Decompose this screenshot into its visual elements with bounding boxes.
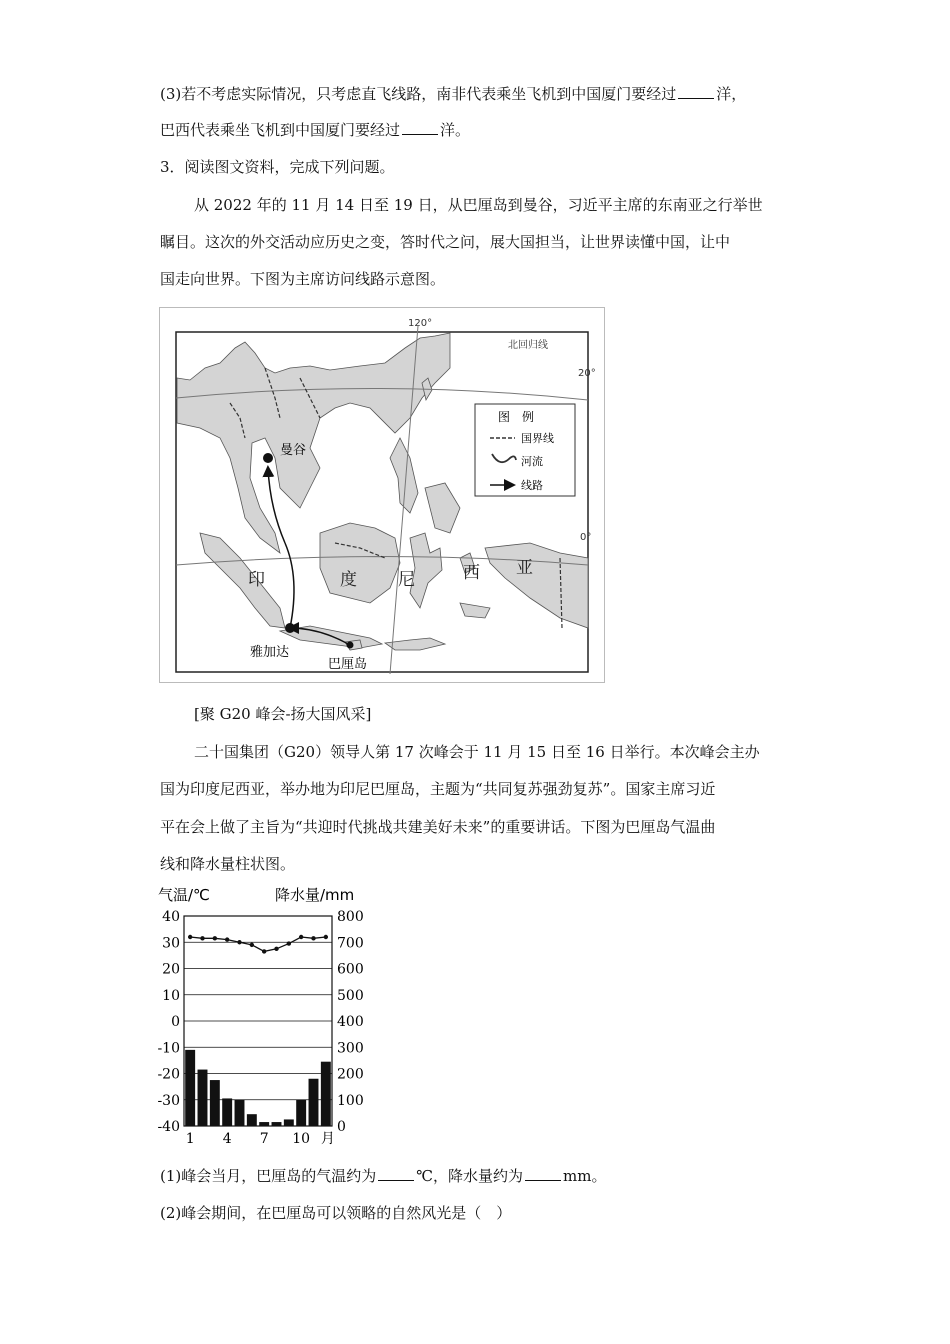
country-char: 印	[248, 570, 265, 590]
y-left-tick: 30	[162, 935, 180, 952]
temp-point	[299, 935, 303, 939]
y-right-tick: 300	[337, 1040, 364, 1057]
temp-point	[250, 943, 254, 947]
x-tick: 4	[222, 1131, 232, 1147]
sub-question2: (2)峰会期间，在巴厘岛可以领略的自然风光是（ ）	[160, 1204, 512, 1222]
precip-bar	[321, 1062, 331, 1126]
temp-point	[237, 940, 241, 944]
temp-point	[188, 935, 192, 939]
legend-border-label: 国界线	[521, 432, 554, 445]
precip-bar	[309, 1079, 319, 1126]
map-legend	[475, 404, 575, 496]
bali-marker	[347, 642, 354, 649]
q3-part3-text-c: 巴西代表乘坐飞机到中国厦门要经过	[160, 121, 401, 139]
precip-bar	[296, 1100, 306, 1126]
jakarta-marker	[285, 623, 295, 633]
temp-point	[287, 941, 291, 945]
y-right-tick: 400	[337, 1014, 364, 1030]
sub1-text-c: mm。	[563, 1167, 607, 1185]
q3-part3-line2	[160, 119, 470, 140]
q3-part3-text-a: (3)若不考虑实际情况，只考虑直飞线路，南非代表乘坐飞机到中国厦门要经过	[160, 85, 677, 103]
paragraph2-line2: 国为印度尼西亚，举办地为印尼巴厘岛，主题为“共同复苏强劲复苏”。国家主席习近	[160, 780, 716, 798]
y-left-tick: -20	[157, 1066, 180, 1083]
y-left-tick: -40	[157, 1119, 180, 1135]
y-right-tick: 0	[337, 1119, 346, 1135]
answer-blank[interactable]	[378, 1165, 414, 1181]
precip-bar	[247, 1114, 257, 1126]
precip-bar	[210, 1080, 220, 1126]
city-bali-label: 巴厘岛	[328, 657, 368, 672]
y-left-tick: 10	[162, 987, 180, 1004]
precip-bar	[235, 1100, 245, 1126]
temp-point	[262, 949, 266, 953]
precip-bar	[185, 1050, 195, 1126]
y-left-axis-title: 气温/℃	[158, 886, 210, 904]
bangkok-marker	[263, 453, 273, 463]
question3-header: 3．阅读图文资料，完成下列问题。	[160, 158, 395, 176]
y-right-tick: 100	[337, 1092, 364, 1109]
answer-blank[interactable]	[678, 83, 714, 99]
precip-bar	[284, 1119, 294, 1126]
temp-point	[200, 936, 204, 940]
precip-bar	[259, 1122, 269, 1126]
lon-120-label: 120°	[408, 318, 433, 329]
answer-blank[interactable]	[525, 1165, 561, 1181]
paragraph2-line4: 线和降水量柱状图。	[160, 855, 296, 873]
city-bangkok-label: 曼谷	[280, 443, 307, 458]
temp-point	[213, 936, 217, 940]
tropic-label: 北回归线	[508, 340, 548, 351]
country-char: 度	[340, 570, 357, 590]
x-tick: 1	[185, 1131, 195, 1147]
precip-bar	[198, 1070, 208, 1126]
x-tick: 10	[292, 1131, 311, 1147]
temp-point	[324, 935, 328, 939]
x-unit-label: 月	[320, 1131, 335, 1147]
y-left-tick: -10	[157, 1040, 180, 1057]
paragraph2-line3: 平在会上做了主旨为“共迎时代挑战共建美好未来”的重要讲话。下图为巴厘岛气温曲	[160, 818, 716, 836]
paragraph2-line1: 二十国集团（G20）领导人第 17 次峰会于 11 月 15 日至 16 日举行。本次峰会主办	[194, 743, 760, 761]
country-char: 尼	[398, 570, 415, 590]
y-right-tick: 200	[337, 1066, 364, 1083]
precip-bar	[222, 1098, 232, 1126]
q3-part3-line1	[160, 83, 746, 104]
q3-part3-text-b: 洋，	[716, 85, 747, 103]
answer-blank[interactable]	[402, 119, 438, 135]
temp-point	[225, 937, 229, 941]
section-title: [聚 G20 峰会-扬大国风采]	[194, 705, 372, 723]
q3-part3-text-d: 洋。	[440, 121, 471, 139]
legend-route-label: 线路	[521, 479, 543, 492]
temp-point	[311, 936, 315, 940]
y-right-axis-title: 降水量/mm	[275, 886, 355, 904]
country-char: 西	[463, 563, 480, 583]
climate-chart	[150, 880, 380, 1150]
temp-point	[274, 947, 278, 951]
legend-title: 图 例	[498, 410, 535, 424]
sub1-text-a: (1)峰会当月，巴厘岛的气温约为	[160, 1167, 377, 1185]
y-left-tick: 0	[171, 1014, 180, 1030]
city-jakarta-label: 雅加达	[250, 645, 290, 660]
y-left-tick: 40	[162, 909, 180, 925]
sub1-text-b: ℃，降水量约为	[416, 1167, 524, 1185]
y-left-tick: -30	[157, 1092, 180, 1109]
lat20-label: 20°	[578, 368, 596, 379]
route-map	[159, 307, 605, 683]
y-right-tick: 800	[337, 909, 364, 925]
y-right-tick: 500	[337, 987, 364, 1004]
y-right-tick: 700	[337, 935, 364, 952]
y-left-tick: 20	[162, 961, 180, 978]
y-right-tick: 600	[337, 961, 364, 978]
legend-river-label: 河流	[521, 455, 543, 468]
sub-question1	[160, 1165, 606, 1186]
country-char: 亚	[516, 558, 533, 578]
x-tick: 7	[259, 1131, 269, 1147]
paragraph1-line3: 国走向世界。下图为主席访问线路示意图。	[160, 270, 446, 288]
precip-bar	[272, 1122, 282, 1126]
lat0-label: 0°	[580, 532, 592, 543]
paragraph1-line1: 从 2022 年的 11 月 14 日至 19 日，从巴厘岛到曼谷，习近平主席的东南亚之行举世	[194, 196, 763, 214]
paragraph1-line2: 瞩目。这次的外交活动应历史之变，答时代之问，展大国担当，让世界读懂中国，让中	[160, 233, 731, 251]
